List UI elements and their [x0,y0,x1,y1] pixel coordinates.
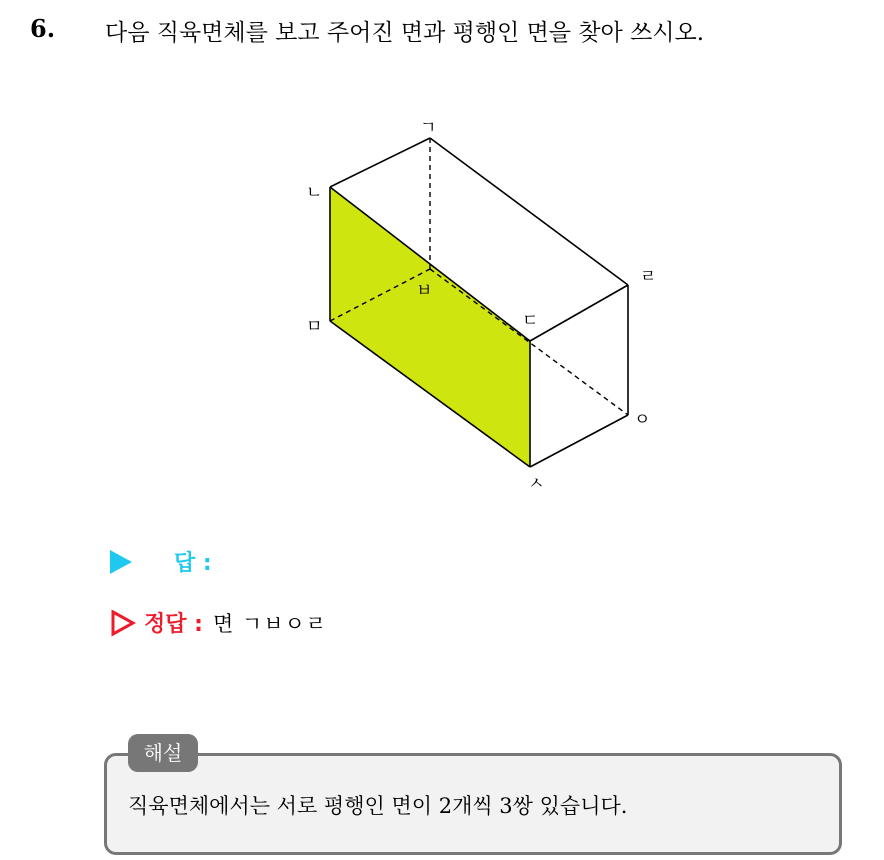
explanation-text: 직육면체에서는 서로 평행인 면이 2개씩 3쌍 있습니다. [128,794,628,818]
correct-answer-row [110,607,327,638]
vertex-label-n: ㄴ [306,183,323,203]
vertex-label-r: ㄹ [640,267,657,287]
vertex-label-g: ㄱ [420,118,437,138]
edge-g-r [430,138,628,285]
edge-d-r [530,285,628,341]
answer-row [110,546,212,577]
correct-answer-value: 면 ㄱㅂㅇㄹ [212,611,328,636]
vertex-label-d: ㄷ [522,311,539,331]
explanation-tag: 해설 [128,734,198,772]
filled-triangle-icon [110,550,132,574]
outline-triangle-icon [110,609,136,637]
edge-s-o [530,415,628,467]
vertex-label-b: ㅂ [416,281,433,301]
question-text: 다음 직육면체를 보고 주어진 면과 평행인 면을 찾아 쓰시오. [105,20,705,46]
edge-n-g [330,138,430,187]
correct-answer-label: 정답 : [144,612,203,637]
question-number: 6. [30,14,56,43]
vertex-label-m: ㅁ [306,317,323,337]
answer-label: 답 : [174,551,212,576]
vertex-label-s: ㅅ [528,474,545,494]
vertex-label-o: ㅇ [634,410,651,430]
